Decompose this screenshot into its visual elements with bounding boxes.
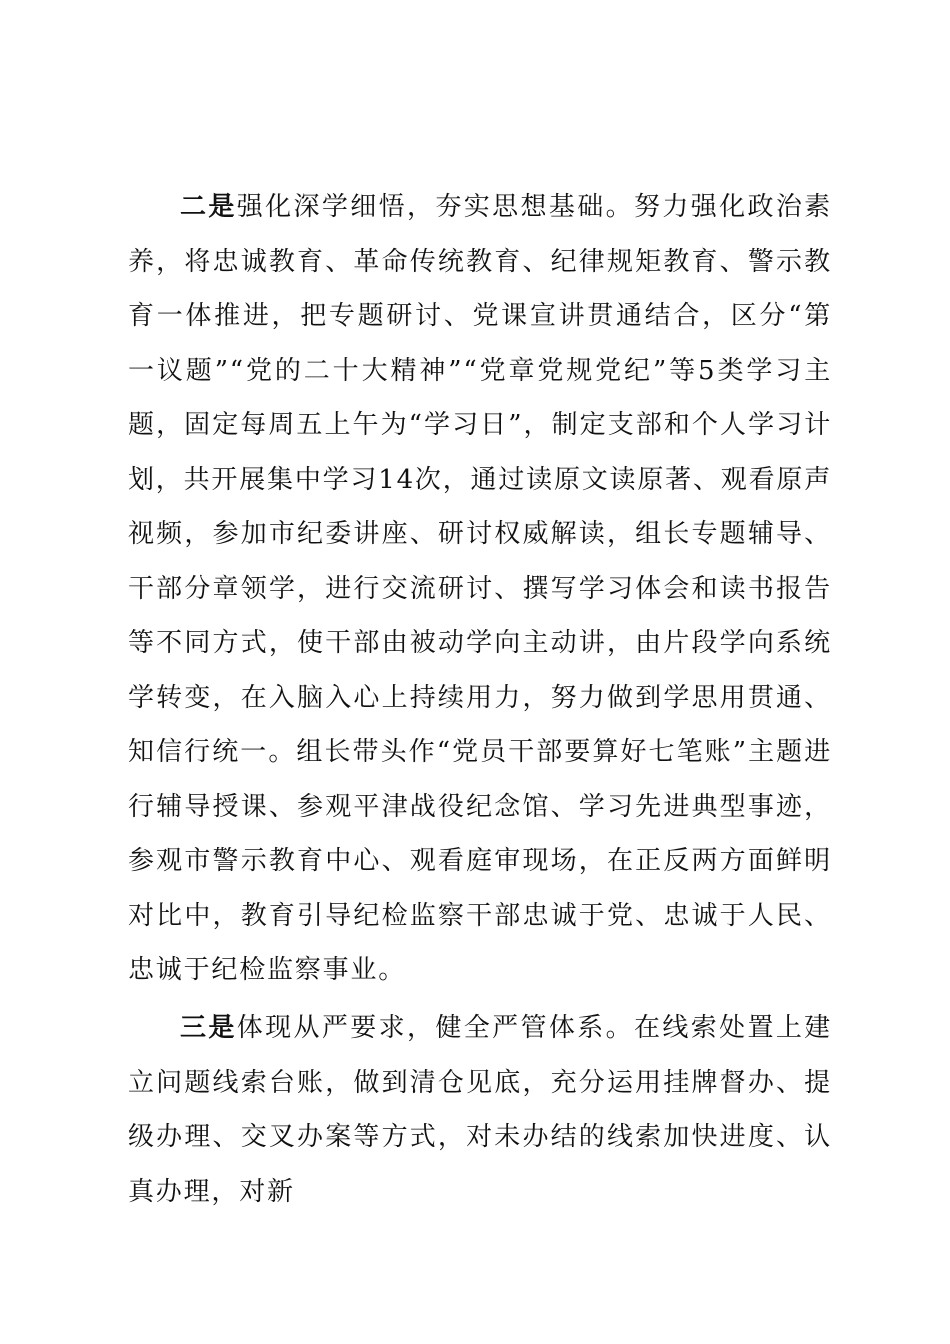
paragraph-text: 体现从严要求，健全严管体系。在线索处置上建立问题线索台账，做到清仓见底，充分运用挂牌督办、提级办理、交叉办案等方式，对未办结的线索加快进度、认真办理，对新 [128,1013,832,1207]
paragraph-lead: 二是 [180,192,237,222]
paragraph-lead: 三是 [180,1013,237,1043]
paragraph-strengthen-study [128,180,832,998]
paragraph-strict-requirements [128,1001,832,1219]
paragraph-text: 强化深学细悟，夯实思想基础。努力强化政治素养，将忠诚教育、革命传统教育、纪律规矩教育、警示教育一体推进，把专题研讨、党课宣讲贯通结合，区分“第一议题”“党的二十大精神”“党章党规党纪”等5类学习主题，固定每周五上午为“学习日”，制定支部和个人学习计划，共开展集中学习14次，通过读原文读原著、观看原声视频，参加市纪委讲座、研讨权威解读，组长专题辅导、干部分章领学，进行交流研讨、撰写学习体会和读书报告等不同方式，使干部由被动学向主动讲，由片段学向系统学转变，在入脑入心上持续用力，努力做到学思用贯通、知信行统一。组长带头作“党员干部要算好七笔账”主题进行辅导授课、参观平津战役纪念馆、学习先进典型事迹，参观市警示教育中心、观看庭审现场，在正反两方面鲜明对比中，教育引导纪检监察干部忠诚于党、忠诚于人民、忠诚于纪检监察事业。 [128,192,832,985]
